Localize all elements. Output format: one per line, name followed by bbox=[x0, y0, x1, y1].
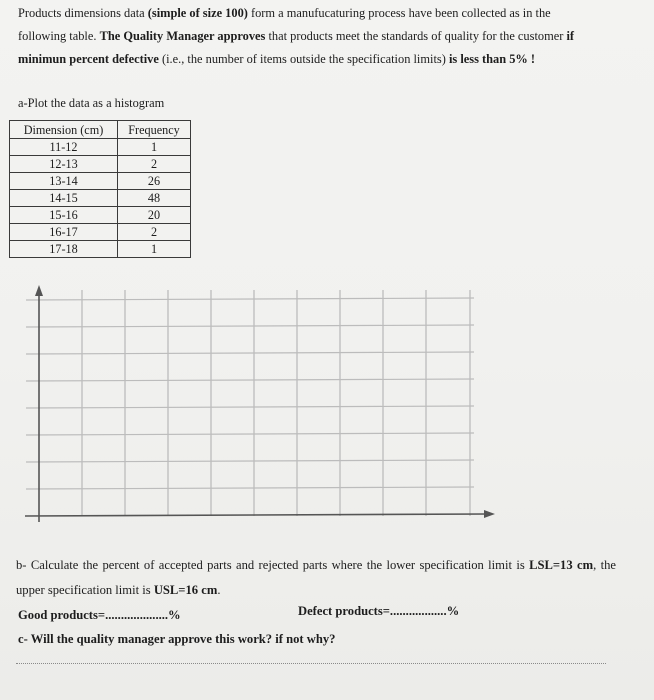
intro-text-3: that products meet the standards of quality for the customer bbox=[265, 29, 567, 43]
part-b-text-3: . bbox=[217, 583, 221, 597]
dimension-cell: 17-18 bbox=[10, 241, 118, 258]
intro-text-1: Products dimensions data bbox=[18, 6, 148, 20]
intro-bold-1: (simple of size 100) bbox=[147, 6, 248, 20]
intro-text-2: form a manufucaturing process have been collected as in the following table. bbox=[18, 6, 551, 43]
grid-horizontal-line bbox=[26, 325, 474, 327]
answer-dotted-line bbox=[16, 663, 606, 664]
part-c-question: c- Will the quality manager approve this work? if not why? bbox=[18, 632, 336, 646]
frequency-cell: 1 bbox=[118, 139, 191, 156]
part-b-text-1: b- Calculate the percent of accepted parts and rejected parts where the lower specification limit is bbox=[16, 558, 530, 572]
dimension-cell: 12-13 bbox=[10, 156, 118, 173]
header-frequency: Frequency bbox=[118, 121, 191, 139]
grid-horizontal-line bbox=[26, 352, 474, 354]
part-b-text-2: , the upper specification limit is bbox=[16, 558, 616, 597]
x-axis bbox=[25, 514, 488, 516]
grid-horizontal-line bbox=[26, 406, 474, 408]
dimension-cell: 16-17 bbox=[10, 224, 118, 241]
intro-bold-3: if minimun percent defective bbox=[18, 29, 575, 66]
frequency-cell: 48 bbox=[118, 190, 191, 207]
dimension-cell: 13-14 bbox=[10, 173, 118, 190]
frequency-cell: 26 bbox=[118, 173, 191, 190]
intro-text-4: (i.e., the number of items outside the specification limits) bbox=[158, 52, 449, 66]
intro-bold-2: The Quality Manager approves bbox=[99, 29, 266, 43]
frequency-cell: 20 bbox=[118, 207, 191, 224]
part-a-question: a-Plot the data as a histogram bbox=[18, 96, 165, 110]
grid-horizontal-line bbox=[26, 379, 474, 381]
x-axis-arrow-icon bbox=[484, 510, 495, 518]
dimension-cell: 14-15 bbox=[10, 190, 118, 207]
defect-products-blank: Defect products=..................% bbox=[298, 604, 460, 618]
frequency-cell: 1 bbox=[118, 241, 191, 258]
dimension-cell: 15-16 bbox=[10, 207, 118, 224]
part-b-question bbox=[16, 553, 616, 603]
usl-value: USL=16 cm bbox=[153, 583, 218, 597]
grid-horizontal-line bbox=[26, 433, 474, 435]
grid-horizontal-line bbox=[26, 298, 474, 300]
grid-horizontal-line bbox=[26, 460, 474, 462]
y-axis-arrow-icon bbox=[35, 285, 43, 296]
lsl-value: LSL=13 cm bbox=[529, 558, 594, 572]
grid-lines bbox=[26, 290, 474, 516]
grid-horizontal-line bbox=[26, 487, 474, 489]
header-dimension: Dimension (cm) bbox=[10, 121, 118, 139]
dimension-cell: 11-12 bbox=[10, 139, 118, 156]
good-products-blank: Good products=....................% bbox=[18, 608, 181, 622]
frequency-cell: 2 bbox=[118, 224, 191, 241]
intro-bold-4: is less than 5% ! bbox=[448, 52, 536, 66]
frequency-cell: 2 bbox=[118, 156, 191, 173]
